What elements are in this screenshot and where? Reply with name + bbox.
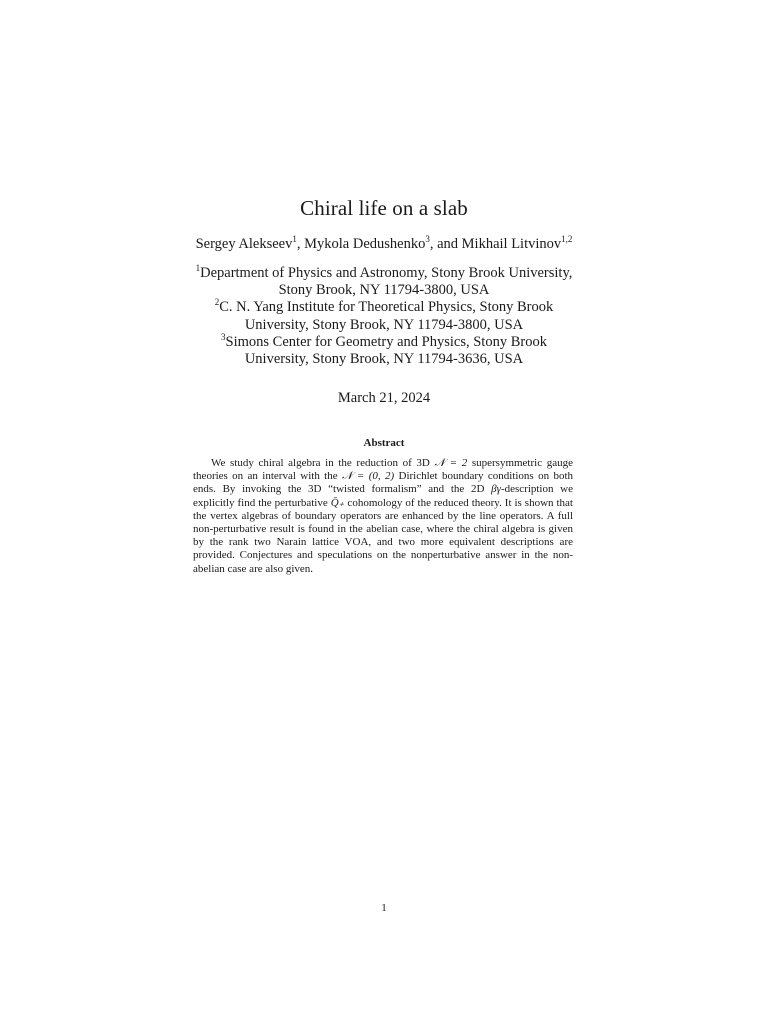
abstract-text-segment: We study chiral algebra in the reduction of 3D [211,457,435,469]
abstract-text-segment: -description we explicitly find the perturbative [193,483,574,509]
affiliation [0,265,768,299]
math-expression: 𝒩 = 2 [434,457,468,469]
abstract-text [193,457,573,576]
affiliation-text: Department of Physics and Astronomy, Stony Brook University, [200,265,573,281]
abstract-text-segment: supersymmetric gauge theories on an interval with the [193,457,573,483]
affiliation-text: C. N. Yang Institute for Theoretical Physics, Stony Brook [219,299,554,316]
author-name: Mykola Dedushenko [304,236,426,252]
page-number: 1 [381,902,387,914]
affiliation-line [0,299,768,316]
affiliation-marker: 2 [214,297,220,308]
affiliation-line: University, Stony Brook, NY 11794-3800, USA [244,316,524,333]
affiliation [0,299,768,333]
math-expression: 𝒩 = (0, 2) [342,470,395,483]
affiliation-list [0,265,768,368]
author-list [0,236,768,253]
math-expression: βγ [491,483,501,496]
affiliation [0,331,768,368]
abstract-text-segment: cohomology of the reduced theory. It is shown that the vertex algebras of boundary operators are enhanced by the line operators. A full non-perturbative result is found in the abelian case, where the chiral algebra is given by the rank two Narain lattice VOA, and two more equivalent descriptions are provided. Conjectures and speculations on the nonperturbative answer in the non-abelian case are also given. [193,496,573,575]
math-expression: Q̄₊ [330,496,345,509]
author-affiliation-marker: 3 [425,234,430,244]
affiliation-text: Simons Center for Geometry and Physics, Stony Brook [225,333,547,350]
affiliation-line: Stony Brook, NY 11794-3800, USA [278,282,490,299]
abstract-text-segment: Dirichlet boundary conditions on both ends. By invoking the 3D “twisted formalism” and the 2D [193,470,574,496]
publication-date: March 21, 2024 [337,390,431,406]
affiliation-line: University, Stony Brook, NY 11794-3636, USA [244,351,524,368]
affiliation-line [0,331,768,351]
affiliation-line [0,265,768,282]
paper-title: Chiral life on a slab [300,196,468,220]
affiliation-marker: 1 [195,263,201,273]
author-separator: , [296,236,305,252]
author-affiliation-marker: 1 [292,234,297,244]
author-name: Sergey Alekseev [195,236,293,252]
author-separator: , and [429,236,462,252]
author-affiliation-marker: 1,2 [561,234,573,244]
affiliation-marker: 3 [221,331,226,342]
author-name: Mikhail Litvinov [461,236,562,252]
abstract-heading: Abstract [363,437,405,449]
